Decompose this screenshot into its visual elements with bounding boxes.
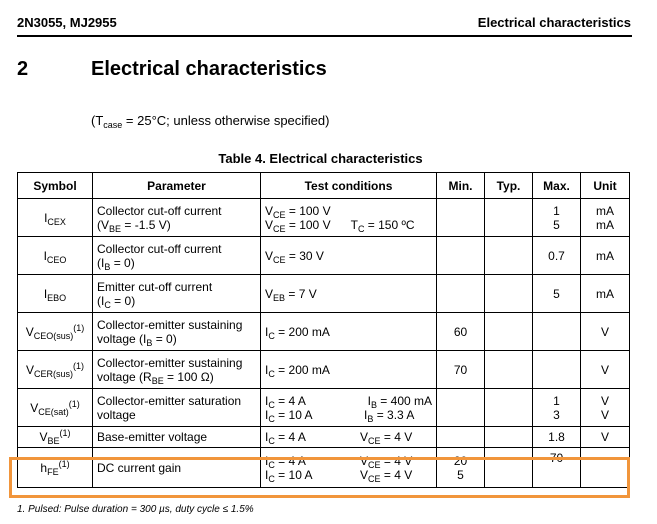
table-row [18, 389, 630, 427]
min-cell [437, 389, 485, 427]
unit-cell: mA [581, 237, 630, 275]
test-conditions-cell: $I_C = 200$ mA [261, 351, 437, 389]
test-conditions-cell: $I_C = 4$ A $V_{CE} = 4$ V $I_C = 10$ A $V_{CE} = 4$ V [261, 448, 437, 488]
typ-cell [485, 275, 533, 313]
section-title: Electrical characteristics [91, 58, 327, 80]
max-cell: 1 3 [533, 389, 581, 427]
unit-cell: V [581, 427, 630, 448]
symbol-cell: $h_{FE}^{(1)}$ [18, 448, 93, 488]
min-cell: 70 [437, 351, 485, 389]
symbol-cell: $V_{BE}^{(1)}$ [18, 427, 93, 448]
min-cell: 20 5 [437, 448, 485, 488]
table-header-row [18, 173, 630, 199]
col-header-typ: Typ. [485, 173, 533, 199]
test-conditions-cell: $V_{CE} = 100$ V $V_{CE} = 100$ V $T_C = 150$ ºC [261, 199, 437, 237]
col-header-parameter: Parameter [93, 173, 261, 199]
unit-cell: V [581, 313, 630, 351]
parameter-cell: Base-emitter voltage [93, 427, 261, 448]
typ-cell [485, 237, 533, 275]
symbol-cell: $V_{CE(sat)}^{(1)}$ [18, 389, 93, 427]
table-row [18, 237, 630, 275]
min-cell [437, 237, 485, 275]
min-cell: 60 [437, 313, 485, 351]
symbol-cell: $V_{CER(sus)}^{(1)}$ [18, 351, 93, 389]
max-cell [533, 313, 581, 351]
electrical-characteristics-table [17, 172, 630, 488]
section-number: 2 [17, 58, 29, 80]
header-rule [17, 35, 632, 37]
typ-cell [485, 389, 533, 427]
unit-cell: V V [581, 389, 630, 427]
unit-cell: V [581, 351, 630, 389]
typ-cell [485, 427, 533, 448]
parameter-cell: DC current gain [93, 448, 261, 488]
max-cell: 5 [533, 275, 581, 313]
test-conditions-cell: $V_{EB} = 7$ V [261, 275, 437, 313]
max-cell [533, 351, 581, 389]
col-header-symbol: Symbol [18, 173, 93, 199]
parameter-cell: Collector-emitter sustaining voltage ($R_{BE} = 100$ Ω) [93, 351, 261, 389]
test-conditions-cell: $I_C = 4$ A $V_{CE} = 4$ V [261, 427, 437, 448]
document-section-name: Electrical characteristics [477, 15, 631, 30]
table-row [18, 275, 630, 313]
table-row [18, 199, 630, 237]
test-condition-note: ($T_{case} = 25^\circ C$; unless otherwise specified) [91, 113, 330, 130]
col-header-min: Min. [437, 173, 485, 199]
symbol-cell: $V_{CEO(sus)}^{(1)}$ [18, 313, 93, 351]
table-row [18, 427, 630, 448]
parameter-cell: Collector cut-off current $(I_B = 0)$ [93, 237, 261, 275]
symbol-cell: $I_{EBO}$ [18, 275, 93, 313]
parameter-cell: Emitter cut-off current $(I_C = 0)$ [93, 275, 261, 313]
parameter-cell: Collector cut-off current ($V_{BE} = -1.5$ V) [93, 199, 261, 237]
parameter-cell: Collector-emitter saturation voltage [93, 389, 261, 427]
test-conditions-cell: $I_C = 200$ mA [261, 313, 437, 351]
typ-cell [485, 313, 533, 351]
max-cell: 0.7 [533, 237, 581, 275]
parameter-cell: Collector-emitter sustaining voltage $(I_B = 0)$ [93, 313, 261, 351]
unit-cell: mA mA [581, 199, 630, 237]
max-cell: 1.8 [533, 427, 581, 448]
table-row [18, 351, 630, 389]
test-conditions-cell: $V_{CE} = 30$ V [261, 237, 437, 275]
max-cell: 70 [533, 448, 581, 488]
document-part-number: 2N3055, MJ2955 [17, 15, 117, 30]
min-cell [437, 427, 485, 448]
test-conditions-cell: $I_C = 4$ A $I_B = 400$ mA $I_C = 10$ A $I_B = 3.3$ A [261, 389, 437, 427]
max-cell: 1 5 [533, 199, 581, 237]
highlight-box [9, 457, 630, 498]
typ-cell [485, 199, 533, 237]
col-header-unit: Unit [581, 173, 630, 199]
symbol-cell: $I_{CEO}$ [18, 237, 93, 275]
symbol-cell: $I_{CEX}$ [18, 199, 93, 237]
footnote: 1. Pulsed: Pulse duration = 300 µs, duty cycle ≤ 1.5% [17, 504, 254, 515]
col-header-test-conditions: Test conditions [261, 173, 437, 199]
min-cell [437, 199, 485, 237]
min-cell [437, 275, 485, 313]
unit-cell: mA [581, 275, 630, 313]
typ-cell [485, 351, 533, 389]
col-header-max: Max. [533, 173, 581, 199]
table-caption: Table 4. Electrical characteristics [218, 151, 423, 166]
table-row [18, 313, 630, 351]
